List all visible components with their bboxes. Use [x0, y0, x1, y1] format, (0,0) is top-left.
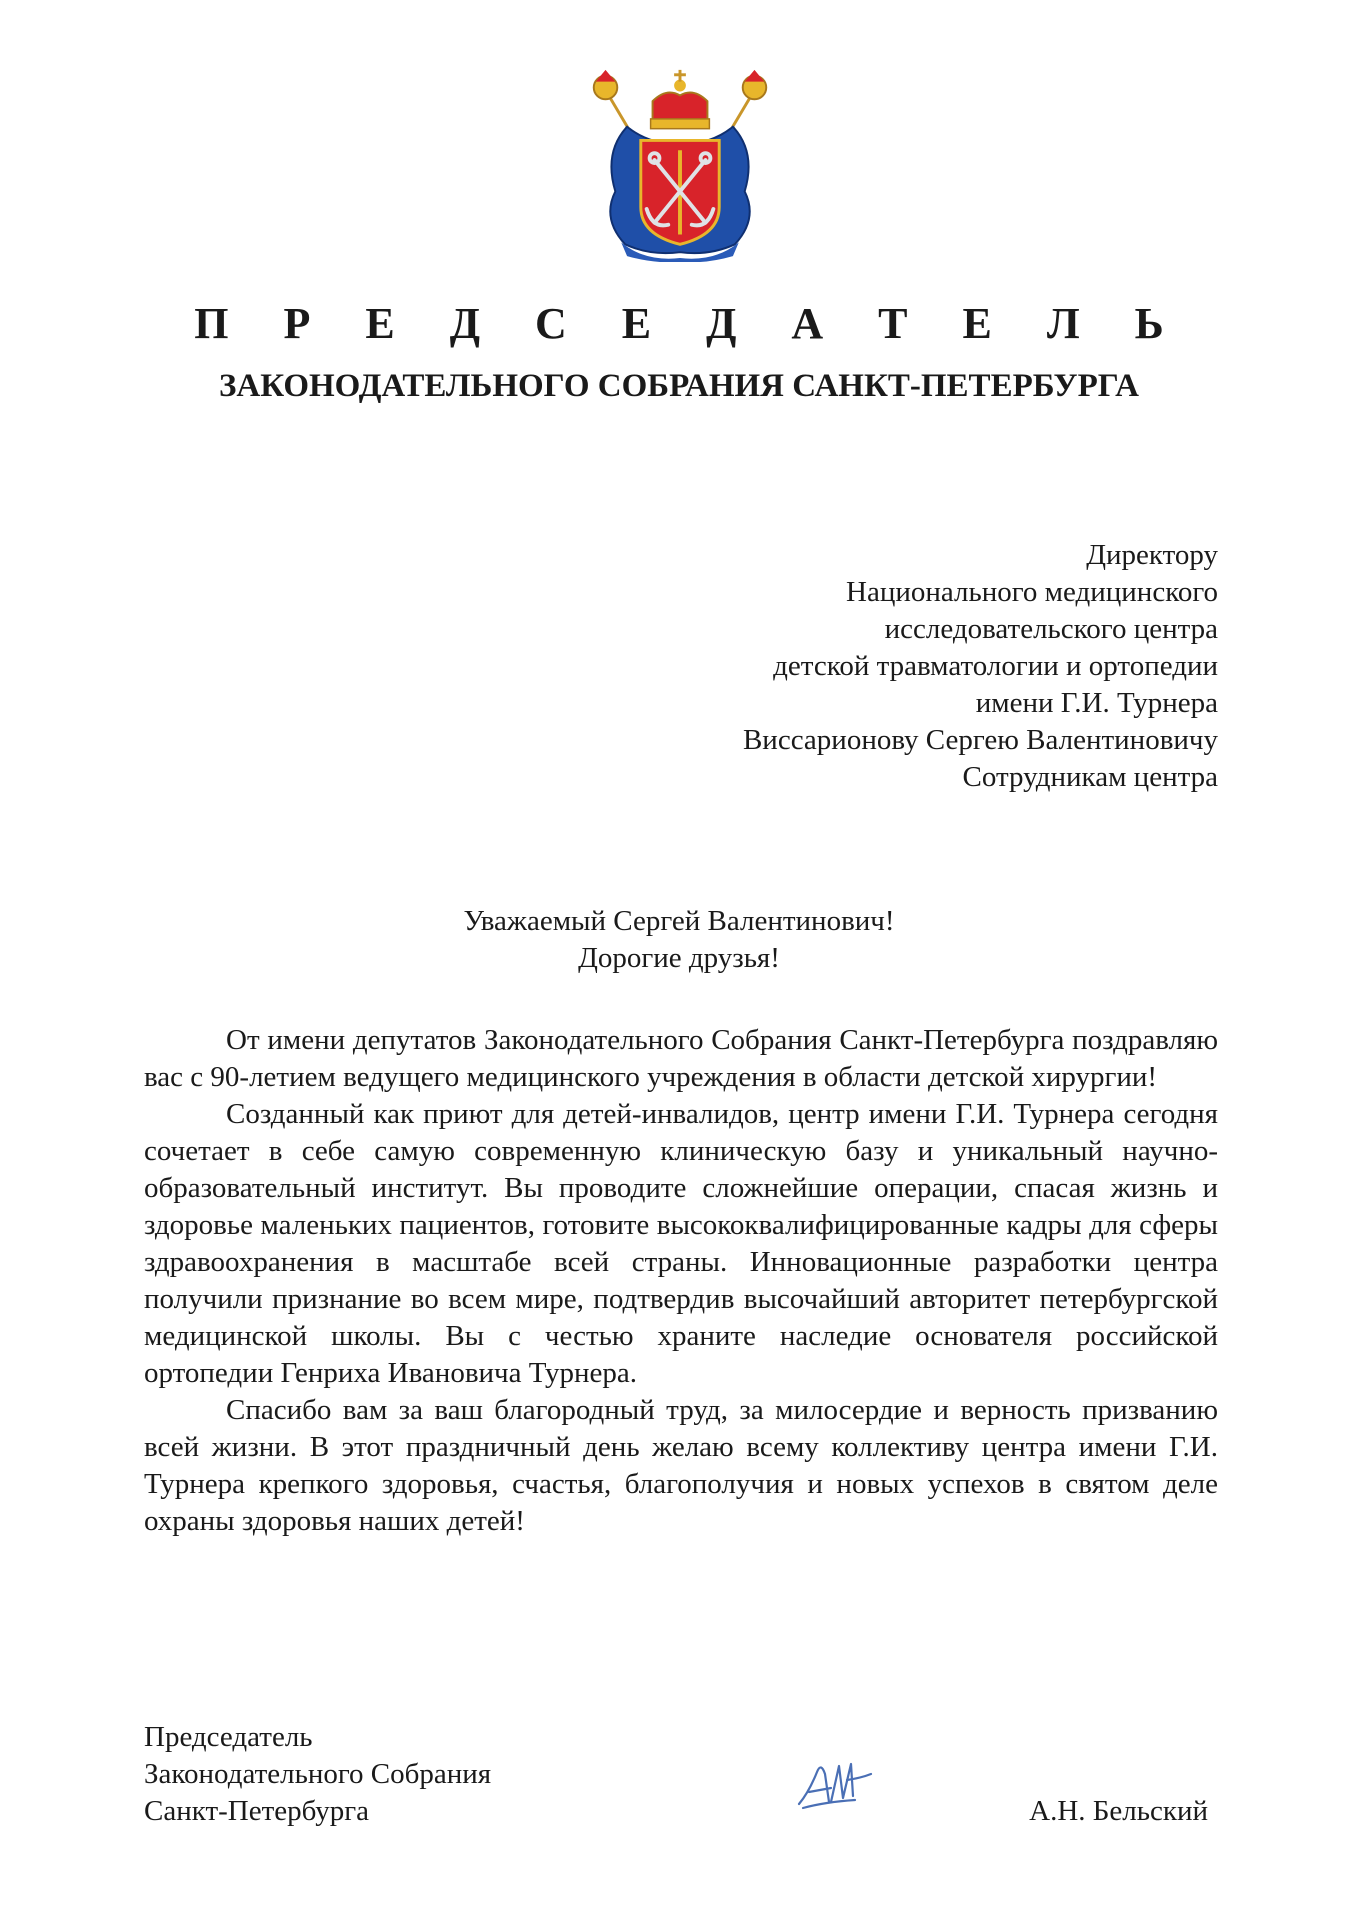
greeting-line: Дорогие друзья! [578, 942, 780, 974]
greeting-line: Уважаемый Сергей Валентинович! [463, 905, 895, 937]
greeting [0, 903, 1358, 977]
addressee-line: Виссарионову Сергею Валентиновичу [742, 724, 1218, 756]
addressee-line: детской травматологии и ортопедии [773, 650, 1218, 682]
addressee-block [743, 537, 1218, 796]
signatory-position [144, 1719, 491, 1830]
addressee-line: Национального медицинского [846, 576, 1218, 608]
letter-body [144, 1022, 1218, 1540]
addressee-line: Сотрудникам центра [962, 761, 1218, 793]
page-title: П Р Е Д С Е Д А Т Е Л Ь [194, 299, 1186, 348]
handwritten-signature-icon [795, 1752, 875, 1814]
position-line: Председатель [144, 1721, 313, 1753]
position-line: Законодательного Собрания [144, 1758, 492, 1790]
coat-of-arms-icon [582, 62, 778, 262]
signatory-name: А.Н. Бельский [1029, 1795, 1208, 1827]
page-subtitle: ЗАКОНОДАТЕЛЬНОГО СОБРАНИЯ САНКТ-ПЕТЕРБУРГА [218, 368, 1140, 404]
position-line: Санкт-Петербурга [144, 1795, 370, 1827]
paragraph: Созданный как приют для детей-инвалидов, центр имени Г.И. Турнера сегодня сочетает в себе самую современную клиническую базу и уникальный научно-образовательный институт. Вы проводите сложнейшие операции, спасая жизнь и здоровье маленьких пациентов, готовите высококвалифицированные кадры для сферы здравоохранения в масштабе всей страны. Инновационные разработки центра получили признание во всем мире, подтвердив высочайший авторитет петербургской медицинской школы. Вы с честью храните наследие основателя российской ортопедии Генриха Ивановича Турнера. [144, 1098, 1218, 1389]
addressee-line: имени Г.И. Турнера [975, 687, 1218, 719]
paragraph: Спасибо вам за ваш благородный труд, за милосердие и верность призванию всей жизни. В этот праздничный день желаю всему коллективу центра имени Г.И. Турнера крепкого здоровья, счастья, благополучия и новых успехов в святом деле охраны здоровья наших детей! [144, 1394, 1218, 1537]
paragraph: От имени депутатов Законодательного Собрания Санкт-Петербурга поздравляю вас с 90-летием ведущего медицинского учреждения в области детской хирургии! [144, 1024, 1218, 1093]
addressee-line: Директору [1086, 539, 1218, 571]
addressee-line: исследовательского центра [884, 613, 1218, 645]
